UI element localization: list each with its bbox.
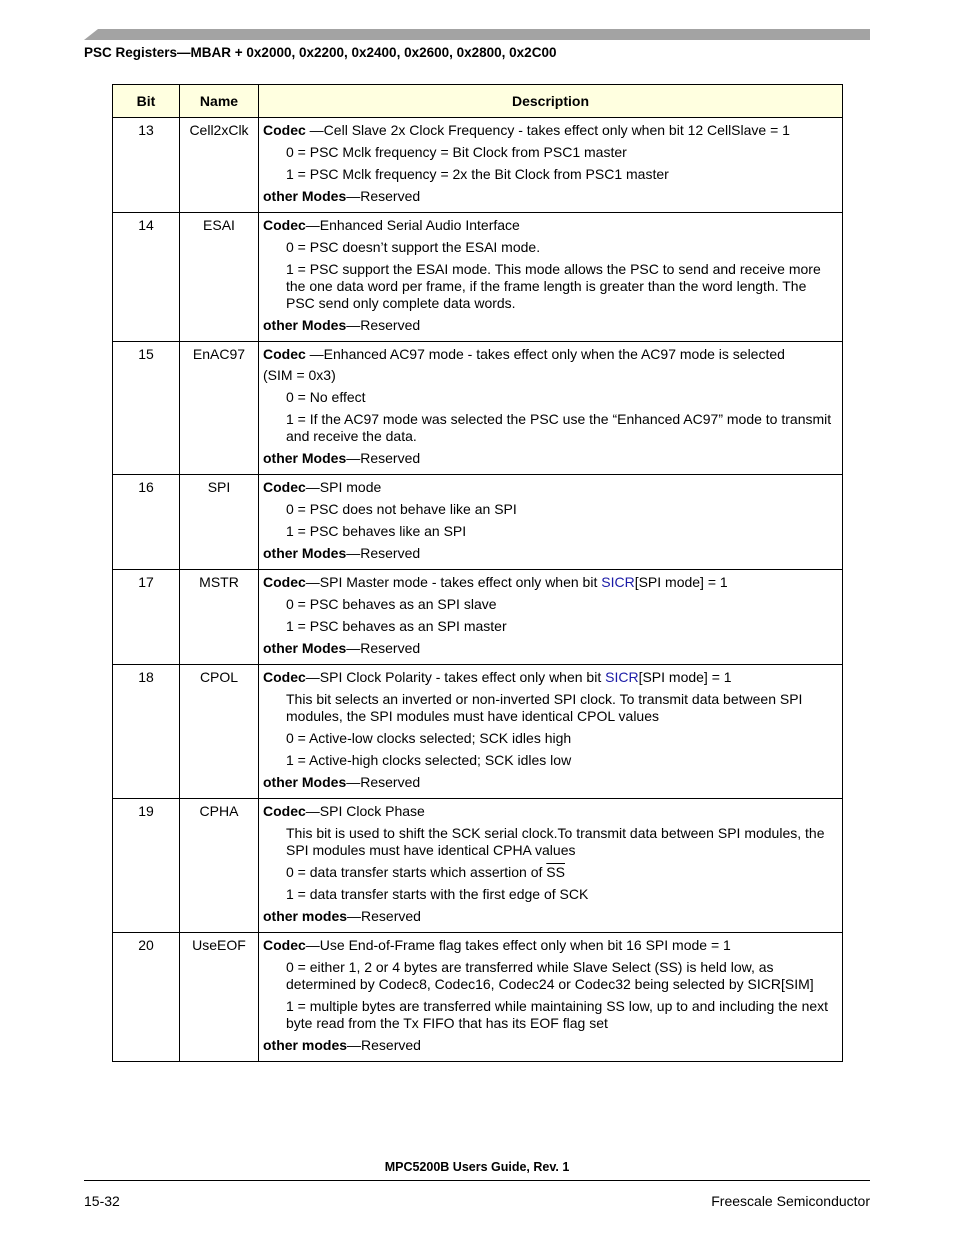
description-cell (259, 933, 843, 1062)
description-cell (259, 213, 843, 342)
mode-label: Codec (263, 803, 306, 819)
ss-overbar-signal: $\overline{SS}$ (546, 864, 565, 880)
other-modes-line (263, 908, 836, 925)
option-1: 1 = PSC support the ESAI mode. This mode allows the PSC to send and receive more the one data word per frame, if the frame length is greater than the word length. The PSC send only complete data words. (286, 261, 821, 311)
mode-description (263, 346, 836, 363)
table-header-row (113, 85, 843, 118)
other-modes-label: other Modes (263, 640, 347, 656)
register-field-table (112, 84, 843, 1062)
other-modes-text: —Reserved (346, 450, 421, 466)
field-note: This bit is used to shift the SCK serial clock.To transmit data between SPI modules, the SPI modules must have identical CPHA values (286, 825, 825, 858)
option-0: 0 = PSC behaves as an SPI slave (286, 596, 497, 612)
mode-description (263, 122, 836, 139)
option-0-text: 0 = data transfer starts which assertion of (286, 864, 547, 880)
bit-cell: 16 (113, 475, 180, 570)
other-modes-label: other Modes (263, 317, 347, 333)
table-row (113, 799, 843, 933)
option-1: 1 = PSC behaves as an SPI master (286, 618, 507, 634)
option-0 (286, 864, 836, 881)
name-cell: ESAI (180, 213, 259, 342)
company-name: Freescale Semiconductor (711, 1193, 870, 1209)
other-modes-line (263, 774, 836, 791)
column-header-name: Name (180, 85, 259, 118)
other-modes-label: other Modes (263, 450, 347, 466)
table-row (113, 570, 843, 665)
other-modes-label: other Modes (263, 545, 347, 561)
other-modes-text: —Reserved (347, 908, 421, 924)
mode-text: —Cell Slave 2x Clock Frequency - takes effect only when bit 12 CellSlave = 1 (305, 122, 790, 138)
mode-label: Codec (263, 217, 306, 233)
column-header-bit: Bit (113, 85, 180, 118)
mode-description (263, 479, 836, 496)
sicr-link[interactable]: SICR (605, 669, 639, 685)
table-row (113, 475, 843, 570)
description-cell (259, 118, 843, 213)
mode-label: Codec (263, 346, 306, 362)
description-cell (259, 570, 843, 665)
name-cell: CPHA (180, 799, 259, 933)
option-1: 1 = PSC Mclk frequency = 2x the Bit Clock from PSC1 master (286, 166, 669, 182)
name-cell: CPOL (180, 665, 259, 799)
column-header-description: Description (259, 85, 843, 118)
bit-cell: 15 (113, 342, 180, 475)
option-0: 0 = No effect (286, 389, 366, 405)
mode-text: —Enhanced Serial Audio Interface (305, 217, 520, 233)
table-row (113, 342, 843, 475)
option-0: 0 = Active-low clocks selected; SCK idles high (286, 730, 572, 746)
option-1: 1 = multiple bytes are transferred while maintaining SS low, up to and including the next byte read from the Tx FIFO that has its EOF flag set (286, 998, 829, 1031)
other-modes-line (263, 450, 836, 467)
description-cell (259, 799, 843, 933)
bit-cell: 17 (113, 570, 180, 665)
option-0: 0 = PSC doesn’t support the ESAI mode. (286, 239, 541, 255)
header-rule-bar (84, 29, 870, 40)
table-row (113, 933, 843, 1062)
name-cell: Cell2xClk (180, 118, 259, 213)
other-modes-label: other modes (263, 908, 348, 924)
running-head-title: PSC Registers—MBAR + 0x2000, 0x2200, 0x2400, 0x2600, 0x2800, 0x2C00 (84, 45, 557, 60)
other-modes-text: —Reserved (346, 774, 421, 790)
other-modes-text: —Reserved (346, 317, 421, 333)
description-cell (259, 665, 843, 799)
bit-cell: 13 (113, 118, 180, 213)
other-modes-text: —Reserved (346, 188, 421, 204)
other-modes-label: other modes (263, 1037, 348, 1053)
table-row (113, 213, 843, 342)
option-1: 1 = Active-high clocks selected; SCK idles low (286, 752, 572, 768)
mode-text: —Use End-of-Frame flag takes effect only when bit 16 SPI mode = 1 (305, 937, 731, 953)
footer-rule (84, 1180, 870, 1181)
description-cell (259, 342, 843, 475)
bit-cell: 19 (113, 799, 180, 933)
name-cell: UseEOF (180, 933, 259, 1062)
bit-cell: 14 (113, 213, 180, 342)
mode-text: —Enhanced AC97 mode - takes effect only when the AC97 mode is selected (305, 346, 785, 362)
mode-label: Codec (263, 937, 306, 953)
page-number: 15-32 (84, 1193, 120, 1209)
mode-description (263, 217, 836, 234)
other-modes-line (263, 640, 836, 657)
other-modes-text: —Reserved (346, 640, 421, 656)
mode-text-suffix: [SPI mode] = 1 (638, 669, 732, 685)
mode-text: —SPI Master mode - takes effect only when bit (305, 574, 602, 590)
name-cell: SPI (180, 475, 259, 570)
other-modes-text: —Reserved (346, 545, 421, 561)
mode-text: —SPI Clock Polarity - takes effect only when bit (305, 669, 606, 685)
other-modes-line (263, 1037, 836, 1054)
option-1: 1 = If the AC97 mode was selected the PSC use the “Enhanced AC97” mode to transmit and receive the data. (286, 411, 832, 444)
mode-text-suffix: [SPI mode] = 1 (634, 574, 728, 590)
option-1: 1 = PSC behaves like an SPI (286, 523, 467, 539)
mode-label: Codec (263, 122, 306, 138)
description-cell (259, 475, 843, 570)
other-modes-line (263, 188, 836, 205)
option-1: 1 = data transfer starts with the first edge of SCK (286, 886, 589, 902)
mode-text: —SPI Clock Phase (305, 803, 425, 819)
bit-cell: 18 (113, 665, 180, 799)
other-modes-label: other Modes (263, 188, 347, 204)
sicr-link[interactable]: SICR (601, 574, 635, 590)
mode-label: Codec (263, 479, 306, 495)
mode-description (263, 803, 836, 820)
footer-document-title: MPC5200B Users Guide, Rev. 1 (384, 1160, 570, 1174)
field-note: This bit selects an inverted or non-inverted SPI clock. To transmit data between SPI modules, the SPI modules must have identical CPOL values (286, 691, 803, 724)
mode-label: Codec (263, 669, 306, 685)
other-modes-text: —Reserved (347, 1037, 421, 1053)
mode-description-continued: (SIM = 0x3) (263, 367, 336, 383)
bit-cell: 20 (113, 933, 180, 1062)
mode-description (263, 669, 836, 686)
other-modes-line (263, 317, 836, 334)
name-cell: MSTR (180, 570, 259, 665)
mode-description (263, 937, 836, 954)
mode-description (263, 574, 836, 591)
option-0: 0 = either 1, 2 or 4 bytes are transferred while Slave Select (SS) is held low, as determined by Codec8, Codec16, Codec24 or Codec32 being selected by SICR[SIM] (286, 959, 814, 992)
mode-label: Codec (263, 574, 306, 590)
name-cell: EnAC97 (180, 342, 259, 475)
table-row (113, 665, 843, 799)
option-0: 0 = PSC does not behave like an SPI (286, 501, 517, 517)
option-0: 0 = PSC Mclk frequency = Bit Clock from PSC1 master (286, 144, 627, 160)
mode-text: —SPI mode (305, 479, 382, 495)
table-row (113, 118, 843, 213)
other-modes-label: other Modes (263, 774, 347, 790)
other-modes-line (263, 545, 836, 562)
